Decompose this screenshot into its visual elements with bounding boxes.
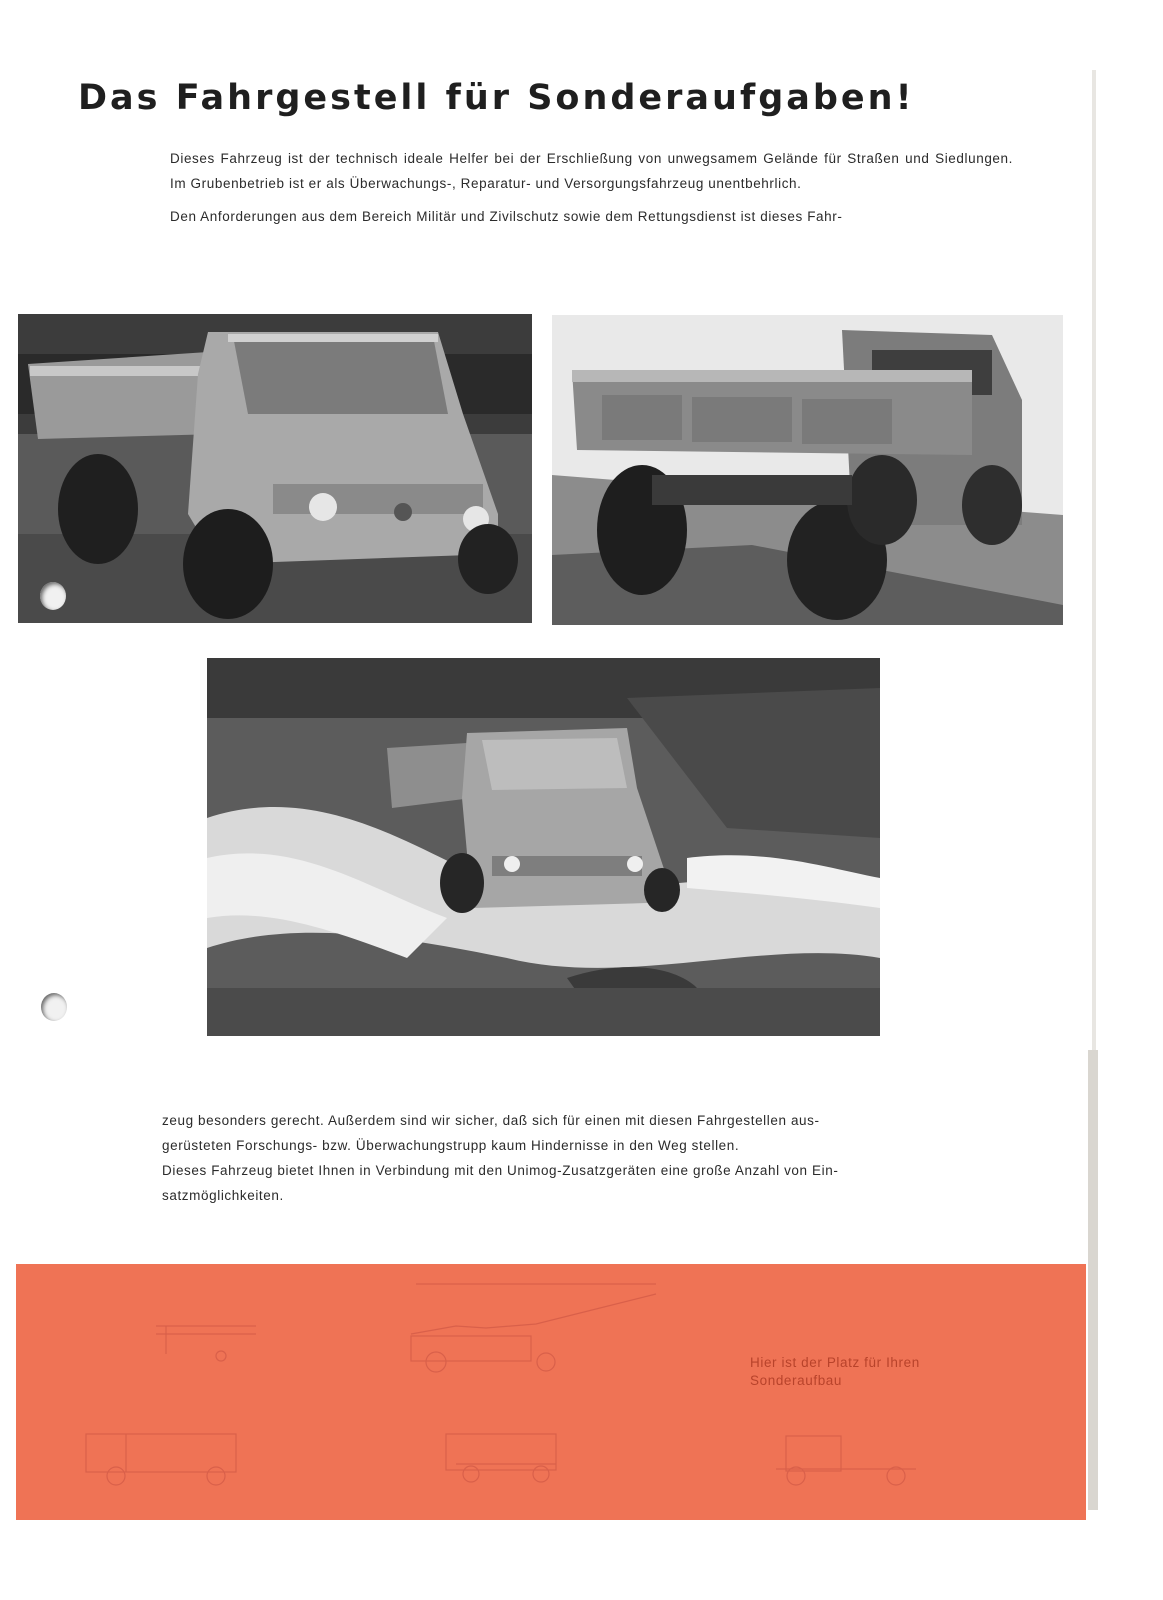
outro-line: zeug besonders gerecht. Außerdem sind wir sicher, daß sich für einen mit diesen Fahrgestellen aus-: [162, 1113, 820, 1128]
unimog-front-flatbed-photo: [18, 314, 532, 623]
unimog-water-crossing-photo: [207, 658, 880, 1036]
band-caption-line-1: Hier ist der Platz für Ihren: [750, 1355, 920, 1370]
page-edge-shadow: [1088, 1050, 1098, 1510]
outro-line: gerüsteten Forschungs- bzw. Überwachungstrupp kaum Hindernisse in den Weg stellen.: [162, 1138, 740, 1153]
intro-paragraph-2: Den Anforderungen aus dem Bereich Militär und Zivilschutz sowie dem Rettungsdienst ist dieses Fahr-: [170, 209, 843, 224]
punch-hole: [40, 582, 66, 610]
outro-line: satzmöglichkeiten.: [162, 1188, 284, 1203]
intro-text: [170, 146, 1013, 237]
intro-paragraph-1: Dieses Fahrzeug ist der technisch ideale Helfer bei der Erschließung von unwegsamem Gelände für Straßen und Siedlungen. Im Grubenbetrieb ist er als Überwachungs-, Reparatur- und Versorgungsfahrzeug unentbehrlich.: [170, 151, 1013, 191]
vehicle-line-drawings: [16, 1264, 1086, 1520]
page-title: Das Fahrgestell für Sonderaufgaben!: [78, 78, 915, 118]
punch-hole: [41, 993, 67, 1021]
band-caption: [750, 1354, 920, 1390]
band-caption-line-2: Sonderaufbau: [750, 1373, 843, 1388]
special-body-band: [16, 1264, 1086, 1520]
unimog-rear-offroad-photo: [552, 315, 1063, 625]
outro-line: Dieses Fahrzeug bietet Ihnen in Verbindung mit den Unimog-Zusatzgeräten eine große Anzahl von Ein-: [162, 1163, 839, 1178]
outro-text: [162, 1108, 1004, 1208]
